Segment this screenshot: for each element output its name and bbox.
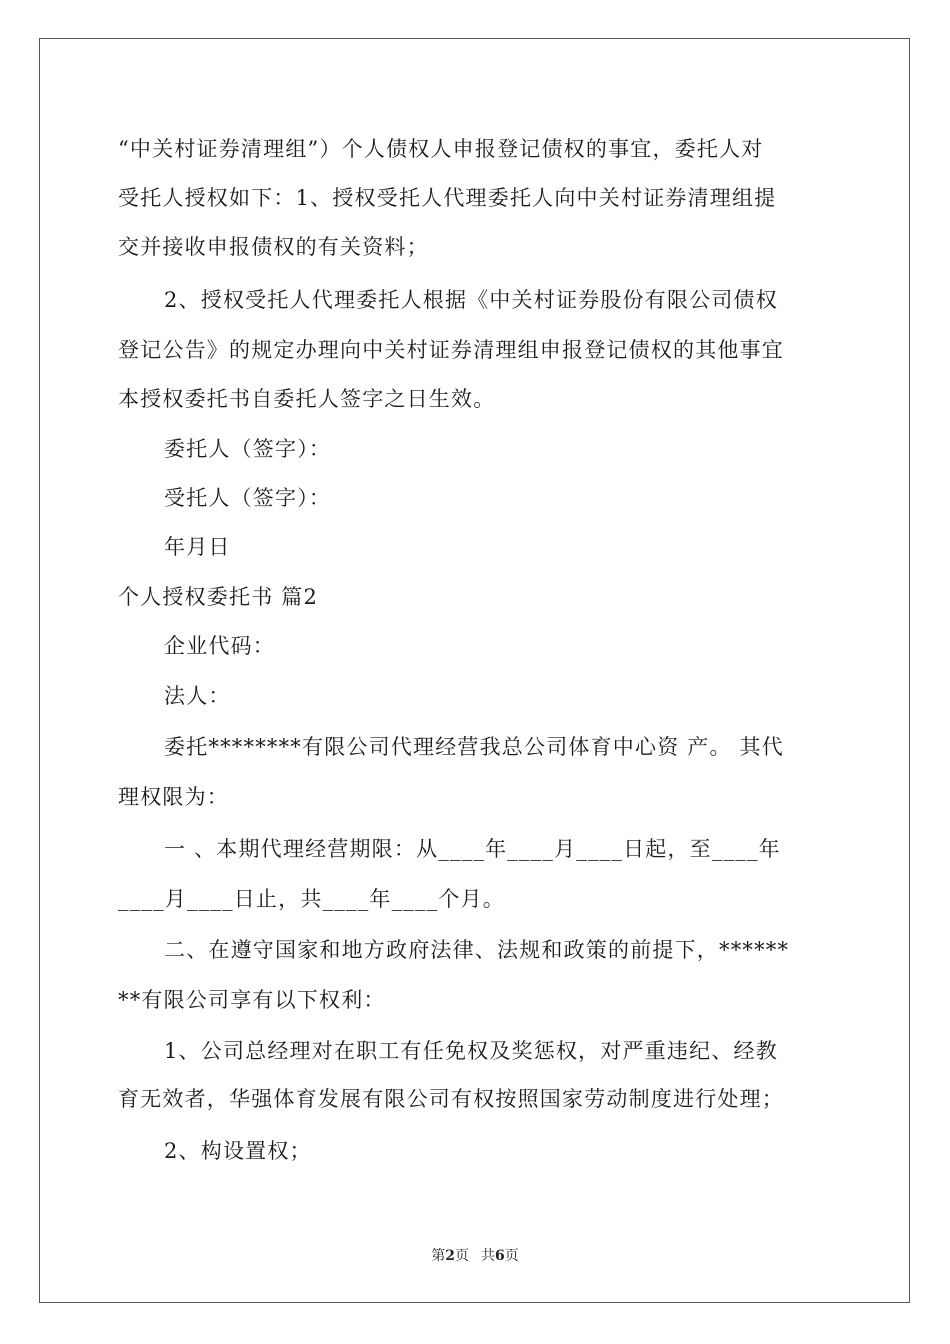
body-line-6: 本授权委托书自委托人签字之日生效。 [118,387,496,411]
body-line-4: 2、授权受托人代理委托人根据《中关村证券股份有限公司债权 [164,288,778,312]
date-label: 年月日 [164,535,231,559]
page-footer [0,1245,950,1265]
enterprise-code-label: 企业代码： [164,634,275,658]
signature-agent-label: 受托人（签字）： [164,486,332,510]
section-heading: 个人授权委托书 篇2 [118,585,319,609]
body-line-5: 登记公告》的规定办理向中关村证券清理组申报登记债权的其他事宜 [118,338,784,362]
footer-page-suffix: 页 [455,1248,469,1264]
rights-clause-line-1: 二、在遵守国家和地方政府法律、法规和政策的前提下，****** [164,938,790,962]
body-line-13: 委托********有限公司代理经营我总公司体育中心资 产。 其代 [164,735,784,759]
rights-clause-line-2: **有限公司享有以下权利： [118,988,386,1012]
footer-total-prefix: 共 [481,1248,495,1264]
rights-item-1-line-2: 育无效者，华强体育发展有限公司有权按照国家劳动制度进行处理； [118,1087,784,1111]
signature-principal-label: 委托人（签字）： [164,437,332,461]
footer-total-suffix: 页 [504,1248,519,1264]
footer-page-number: 2 [445,1248,455,1264]
rights-item-1-line-1: 1、公司总经理对在职工有任免权及奖惩权，对严重违纪、经教 [164,1039,778,1063]
term-clause-line-1: 一 、本期代理经营期限：从____年____月____日起，至____年 [164,837,781,861]
rights-item-2: 2、构设置权； [164,1139,312,1163]
body-line-1: “中关村证券清理组”）个人债权人申报登记债权的事宜，委托人对 [118,137,764,161]
footer-prefix: 第 [431,1248,446,1264]
term-clause-line-2: ____月____日止，共____年____个月。 [118,887,505,911]
body-line-14: 理权限为： [118,785,229,809]
legal-person-label: 法人： [164,684,231,708]
body-line-3: 交并接收申报债权的有关资料； [118,235,429,259]
page-frame [39,38,910,1303]
body-line-2: 受托人授权如下：1、授权受托人代理委托人向中关村证券清理组提 [118,186,777,210]
footer-total-pages: 6 [495,1248,505,1264]
